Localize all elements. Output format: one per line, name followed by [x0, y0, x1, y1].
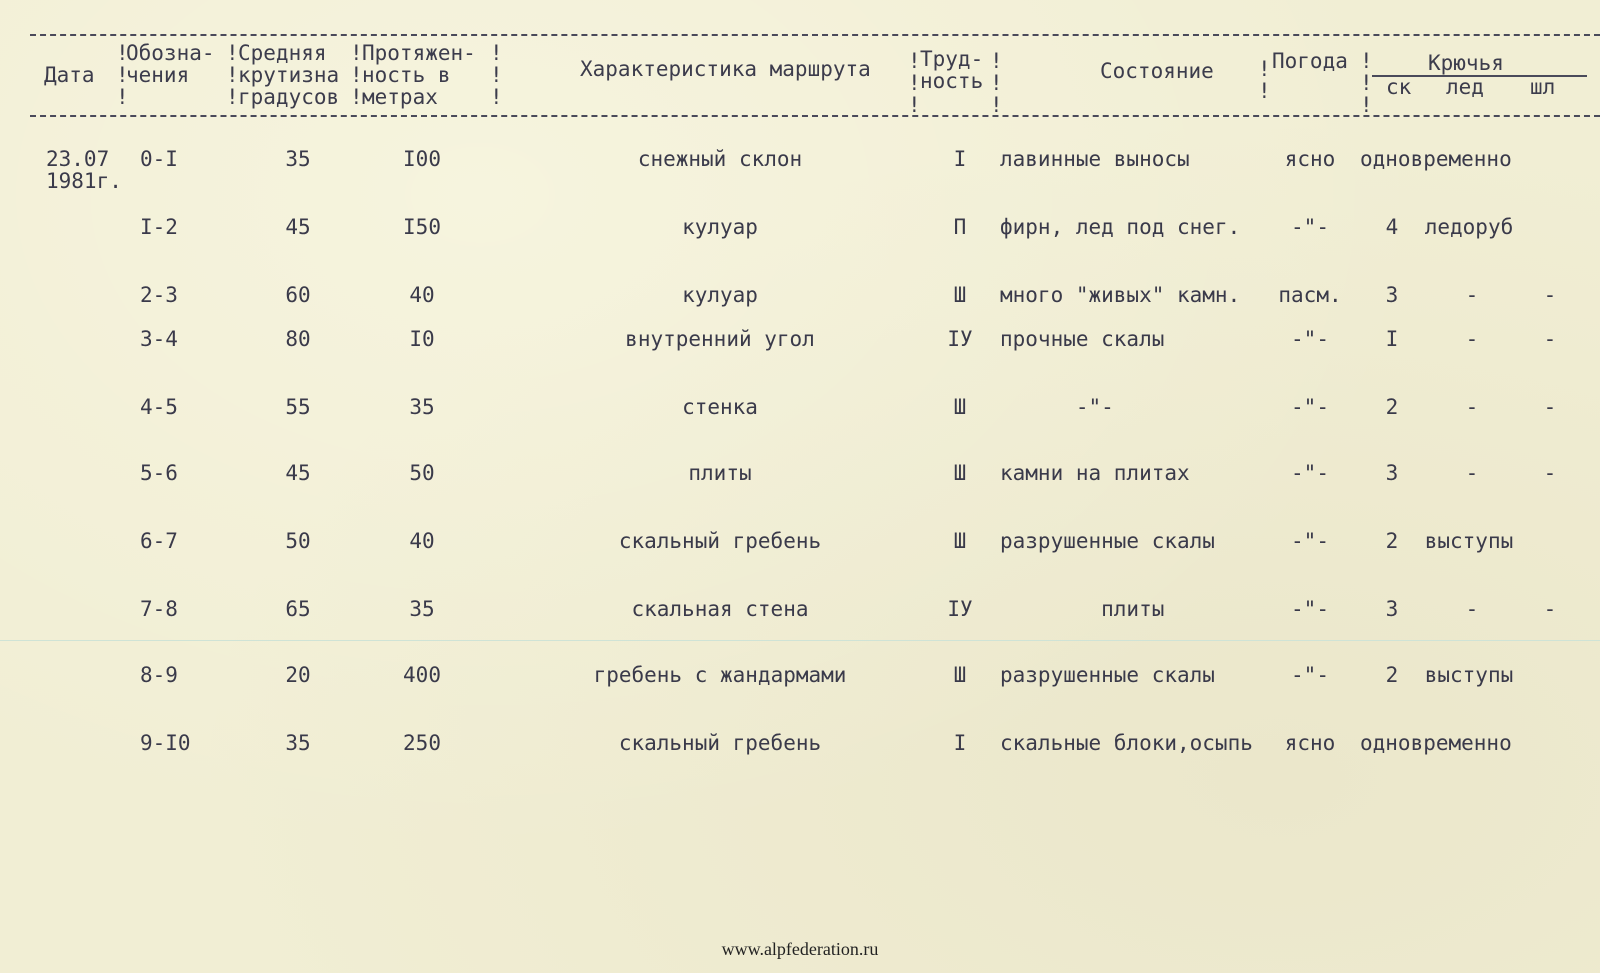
- condition-value: прочные скалы: [1000, 327, 1165, 351]
- weather-value: -"-: [1291, 529, 1329, 553]
- route-segment: 4-5: [140, 395, 178, 419]
- route-characteristic: внутренний угол: [625, 327, 815, 351]
- steepness-value: 50: [285, 529, 311, 553]
- header-separator: ! ! !: [908, 49, 921, 117]
- steepness-value: 45: [285, 215, 311, 239]
- route-segment: 0-I: [140, 147, 178, 171]
- hooks-note: одновременно: [1360, 147, 1512, 171]
- steepness-value: 35: [285, 147, 311, 171]
- header-hooks-sk: ск: [1386, 75, 1412, 99]
- length-value: I00: [403, 147, 441, 171]
- header-pogoda: Погода: [1272, 49, 1348, 73]
- steepness-value: 20: [285, 663, 311, 687]
- header-krut-line3: градусов: [238, 85, 340, 109]
- header-oboz-line1: Обозна-: [126, 41, 215, 65]
- difficulty-value: I: [953, 731, 967, 755]
- steepness-value: 55: [285, 395, 311, 419]
- header-krut-line2: крутизна: [238, 63, 340, 87]
- condition-value: -"-: [1000, 395, 1114, 419]
- hooks-rock-value: 4: [1385, 215, 1399, 239]
- header-krut-line1: Средняя: [238, 41, 327, 65]
- hooks-rock-value: 2: [1385, 395, 1399, 419]
- weather-value: -"-: [1291, 597, 1329, 621]
- length-value: 250: [403, 731, 441, 755]
- header-hooks-shl: шл: [1530, 75, 1556, 99]
- header-oboz-line2: чения: [126, 63, 190, 87]
- header-hooks: Крючья: [1428, 51, 1504, 75]
- steepness-value: 80: [285, 327, 311, 351]
- length-value: 40: [409, 283, 435, 307]
- scan-rule: [0, 640, 1600, 641]
- hooks-bolt-value: -: [1543, 461, 1557, 485]
- weather-value: ясно: [1284, 147, 1336, 171]
- hooks-ice-value: -: [1465, 327, 1479, 351]
- hooks-rock-value: 3: [1385, 283, 1399, 307]
- weather-value: -"-: [1291, 461, 1329, 485]
- steepness-value: 35: [285, 731, 311, 755]
- condition-value: камни на плитах: [1000, 461, 1190, 485]
- steepness-value: 60: [285, 283, 311, 307]
- weather-value: -"-: [1291, 395, 1329, 419]
- weather-value: ясно: [1284, 731, 1336, 755]
- length-value: I50: [403, 215, 441, 239]
- header-prot-line1: Протяжен-: [362, 41, 476, 65]
- hooks-note: ледоруб: [1424, 215, 1514, 239]
- difficulty-value: Ш: [953, 395, 967, 419]
- condition-value: разрушенные скалы: [1000, 529, 1215, 553]
- route-segment: 3-4: [140, 327, 178, 351]
- condition-value: разрушенные скалы: [1000, 663, 1215, 687]
- hooks-rock-value: 3: [1385, 597, 1399, 621]
- steepness-value: 45: [285, 461, 311, 485]
- difficulty-value: Ш: [953, 461, 967, 485]
- route-characteristic: стенка: [682, 395, 758, 419]
- header-separator: ! !: [1258, 57, 1271, 103]
- difficulty-value: Ш: [953, 663, 967, 687]
- footer-url: www.alpfederation.ru: [721, 939, 879, 959]
- weather-value: -"-: [1291, 663, 1329, 687]
- hooks-bolt-value: -: [1543, 327, 1557, 351]
- hooks-ice-value: -: [1465, 395, 1479, 419]
- header-prot-line3: метрах: [362, 85, 438, 109]
- route-segment: I-2: [140, 215, 178, 239]
- header-trud-line2: ность: [920, 69, 984, 93]
- header-top-rule: [30, 34, 1600, 36]
- difficulty-value: IУ: [947, 597, 973, 621]
- length-value: 40: [409, 529, 435, 553]
- route-characteristic: гребень с жандармами: [593, 663, 847, 687]
- length-value: 50: [409, 461, 435, 485]
- hooks-rock-value: 3: [1385, 461, 1399, 485]
- difficulty-value: П: [953, 215, 967, 239]
- header-sost: Состояние: [1100, 59, 1214, 83]
- difficulty-value: IУ: [947, 327, 973, 351]
- weather-value: -"-: [1291, 215, 1329, 239]
- hooks-note: одновременно: [1360, 731, 1512, 755]
- header-separator: ! ! !: [350, 41, 363, 109]
- condition-value: фирн, лед под снег.: [1000, 215, 1241, 239]
- route-segment: 9-I0: [140, 731, 191, 755]
- hooks-rock-value: 2: [1385, 663, 1399, 687]
- hooks-bolt-value: -: [1543, 395, 1557, 419]
- steepness-value: 65: [285, 597, 311, 621]
- length-value: I0: [409, 327, 435, 351]
- route-characteristic: скальный гребень: [618, 731, 822, 755]
- header-separator: ! ! !: [490, 41, 503, 109]
- header-char: Характеристика маршрута: [580, 57, 871, 81]
- hooks-bolt-value: -: [1543, 283, 1557, 307]
- route-segment: 6-7: [140, 529, 178, 553]
- hooks-ice-value: -: [1465, 283, 1479, 307]
- route-characteristic: снежный склон: [637, 147, 803, 171]
- route-segment: 5-6: [140, 461, 178, 485]
- hooks-note: выступы: [1424, 663, 1514, 687]
- hooks-rock-value: 2: [1385, 529, 1399, 553]
- difficulty-value: Ш: [953, 283, 967, 307]
- header-hooks-led: лед: [1446, 75, 1484, 99]
- header-separator: ! ! !: [1360, 49, 1373, 117]
- date-value-year: 1981г.: [46, 169, 122, 193]
- route-characteristic: кулуар: [682, 215, 758, 239]
- header-separator: ! ! !: [116, 41, 129, 109]
- header-date: Дата: [44, 63, 95, 87]
- difficulty-value: Ш: [953, 529, 967, 553]
- difficulty-value: I: [953, 147, 967, 171]
- route-characteristic: скальная стена: [631, 597, 809, 621]
- hooks-rock-value: I: [1385, 327, 1399, 351]
- hooks-ice-value: -: [1465, 461, 1479, 485]
- length-value: 35: [409, 597, 435, 621]
- condition-value: лавинные выносы: [1000, 147, 1190, 171]
- header-prot-line2: ность в: [362, 63, 451, 87]
- condition-value: скальные блоки,осыпь: [1000, 731, 1253, 755]
- date-value-day: 23.07: [46, 147, 110, 171]
- header-trud-line1: Труд-: [920, 47, 984, 71]
- hooks-bolt-value: -: [1543, 597, 1557, 621]
- condition-value: много "живых" камн.: [1000, 283, 1241, 307]
- length-value: 35: [409, 395, 435, 419]
- weather-value: -"-: [1291, 327, 1329, 351]
- header-separator: ! ! !: [226, 41, 239, 109]
- hooks-note: выступы: [1424, 529, 1514, 553]
- header-separator: ! ! !: [990, 49, 1003, 117]
- route-segment: 8-9: [140, 663, 178, 687]
- route-characteristic: плиты: [688, 461, 752, 485]
- route-segment: 7-8: [140, 597, 178, 621]
- condition-value: плиты: [1000, 597, 1165, 621]
- route-segment: 2-3: [140, 283, 178, 307]
- route-characteristic: кулуар: [682, 283, 758, 307]
- hooks-ice-value: -: [1465, 597, 1479, 621]
- weather-value: пасм.: [1278, 283, 1342, 307]
- length-value: 400: [403, 663, 441, 687]
- route-characteristic: скальный гребень: [618, 529, 822, 553]
